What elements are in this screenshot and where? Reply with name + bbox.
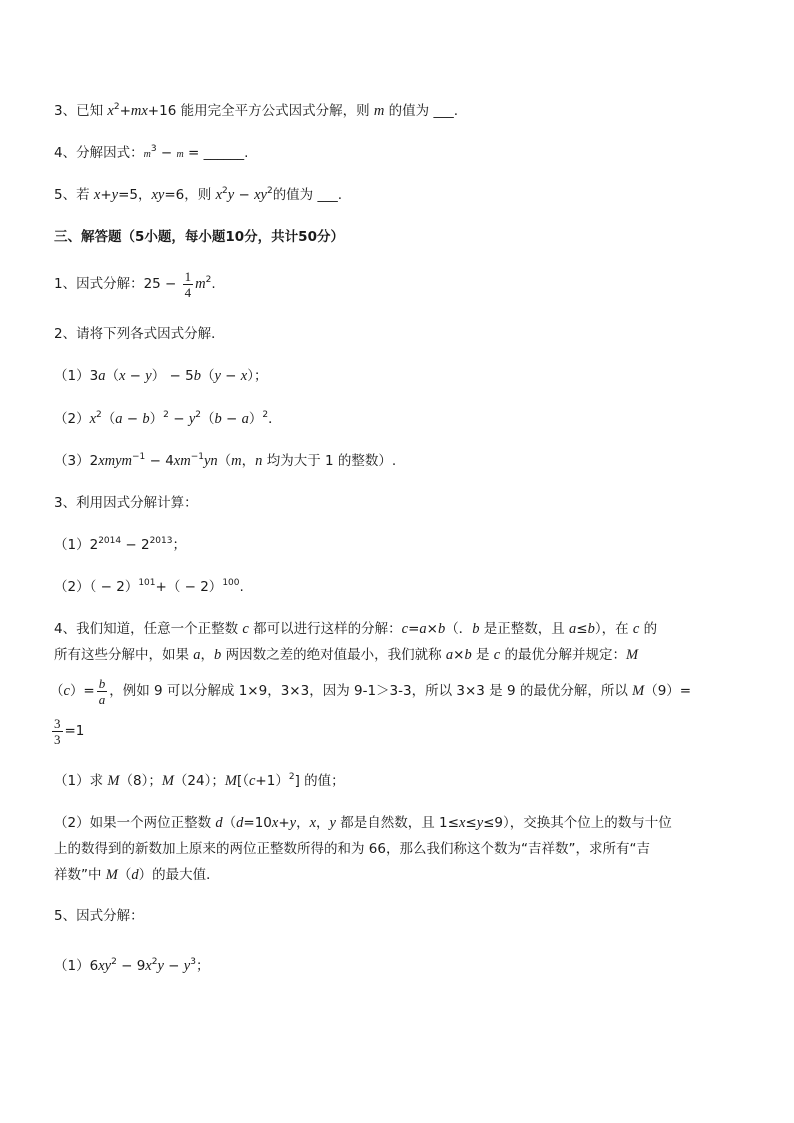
- var-x: x: [151, 187, 158, 203]
- text: =: [408, 621, 420, 637]
- text: （2）如果一个两位正整数: [54, 815, 216, 831]
- text: ×: [453, 647, 465, 663]
- problem-3-part-1: [54, 535, 744, 555]
- text: ）；: [247, 368, 268, 384]
- exponent: 2: [266, 186, 273, 196]
- problem-4-line-2: [54, 645, 744, 665]
- var-c: c: [242, 621, 249, 637]
- var-c: c: [632, 621, 640, 637]
- var-y: y: [260, 187, 267, 203]
- text: 3、已知: [54, 103, 108, 119]
- text: =10: [243, 815, 272, 831]
- text: ，例如 9 可以分解成 1×9，3×3，因为 9-1＞3-3，所以 3×3 是 9 的最优分解，所以: [109, 683, 633, 699]
- var-x: x: [458, 815, 466, 831]
- exponent: 2: [96, 410, 102, 420]
- exponent: 2013: [149, 536, 173, 546]
- var-b: b: [142, 411, 150, 427]
- var-c: c: [63, 683, 70, 699]
- text: （: [222, 815, 237, 831]
- exponent: 3: [190, 957, 196, 967]
- question-4: [54, 143, 744, 165]
- problem-4-part-2-line-3: [54, 865, 744, 885]
- text: 5、若: [54, 187, 94, 203]
- var-x: x: [107, 103, 114, 119]
- exponent: −1: [190, 452, 204, 462]
- text: ）的最大值．: [138, 867, 220, 883]
- denominator: 4: [184, 284, 192, 300]
- text: ），在: [594, 621, 633, 637]
- numerator: 1: [184, 268, 192, 284]
- text: ] 的值；: [294, 773, 345, 789]
- text: 都是自然数，且 1≤: [335, 815, 459, 831]
- text: 所有这些分解中，如果: [54, 647, 194, 663]
- text: ）: [149, 411, 164, 427]
- text: 1、因式分解：25 −: [54, 276, 181, 292]
- exponent: −1: [132, 452, 146, 462]
- denominator: 3: [54, 731, 61, 747]
- var-y: y: [214, 368, 221, 384]
- numerator: b: [98, 675, 106, 691]
- var-y: y: [476, 815, 484, 831]
- var-a: a: [115, 411, 123, 427]
- problem-4-line-1: [54, 619, 744, 639]
- text: +（ − 2）: [155, 579, 223, 595]
- text: 的最优分解并规定：: [500, 647, 627, 663]
- problem-3-part-2: [54, 577, 744, 597]
- text: （1）2: [54, 537, 99, 553]
- var-c: c: [401, 621, 409, 637]
- exponent: 2: [113, 102, 120, 112]
- text: ）: [248, 411, 263, 427]
- text: 的: [639, 621, 658, 637]
- var-x: x: [145, 958, 152, 974]
- text: （: [200, 368, 215, 384]
- var-x: x: [93, 187, 101, 203]
- text: 是正整数，且: [479, 621, 570, 637]
- problem-4-part-2-line-2: 上的数得到的新数加上原来的两位正整数所得的和为 66，那么我们称这个数为“吉祥数”，求所有“吉: [54, 841, 650, 857]
- var-xy: xy: [98, 958, 112, 974]
- var-x: x: [118, 368, 126, 384]
- text: − 9: [116, 958, 146, 974]
- var-x: x: [254, 187, 261, 203]
- var-b: b: [214, 411, 222, 427]
- text: （2）: [54, 411, 90, 427]
- var-M: M: [632, 683, 645, 699]
- problem-4-line-4: [52, 714, 744, 748]
- text: − 4: [145, 453, 174, 469]
- problem-4-line-3: [50, 674, 744, 708]
- text: −: [163, 958, 184, 974]
- var-b: b: [193, 368, 201, 384]
- text: =1: [64, 723, 85, 739]
- text: 的值为 ___.: [384, 103, 458, 119]
- fraction: [52, 716, 63, 747]
- var-a: a: [193, 647, 201, 663]
- text: −: [156, 145, 177, 161]
- var-M: M: [224, 773, 237, 789]
- var-y: y: [111, 187, 119, 203]
- text: （24）；: [173, 773, 225, 789]
- var-M: M: [626, 647, 639, 663]
- text: （: [217, 453, 232, 469]
- exponent: 2: [222, 186, 228, 196]
- var-m: m: [143, 149, 151, 160]
- text: −: [234, 187, 255, 203]
- var-m: m: [130, 103, 142, 119]
- text: ；: [172, 537, 186, 553]
- problem-4-part-1: [54, 771, 744, 791]
- exponent: 3: [150, 144, 157, 154]
- problem-5: 5、因式分解：: [54, 908, 144, 924]
- text: −: [221, 411, 242, 427]
- problem-1: [54, 267, 744, 301]
- var-x: x: [215, 187, 222, 203]
- text: −: [168, 411, 189, 427]
- var-y: y: [145, 368, 152, 384]
- numerator: 3: [54, 715, 61, 731]
- text: 均为大于 1 的整数）.: [262, 453, 397, 469]
- text: （: [101, 411, 116, 427]
- var-d: d: [236, 815, 244, 831]
- var-a: a: [569, 621, 577, 637]
- text: ） − 5: [151, 368, 194, 384]
- var-m: m: [176, 149, 184, 160]
- var-y: y: [157, 187, 165, 203]
- var-c: c: [248, 773, 256, 789]
- text: （1）3: [54, 368, 99, 384]
- var-m: m: [195, 276, 206, 292]
- var-y: y: [289, 815, 297, 831]
- problem-5-part-1: [54, 956, 744, 976]
- var-y: y: [329, 815, 336, 831]
- text: （: [105, 368, 119, 384]
- var-y: y: [188, 411, 196, 427]
- text: 4、我们知道，任意一个正整数: [54, 621, 243, 637]
- var-y: y: [183, 958, 191, 974]
- var-a: a: [98, 368, 106, 384]
- text: 都可以进行这样的分解：: [248, 621, 402, 637]
- text: +: [278, 815, 290, 831]
- var-x: x: [141, 103, 148, 119]
- var-b: b: [472, 621, 480, 637]
- exponent: 2014: [98, 536, 122, 546]
- var-d: d: [215, 815, 223, 831]
- var-d: d: [131, 867, 139, 883]
- text: +16 能用完全平方公式因式分解，则: [147, 103, 374, 119]
- var-x: x: [240, 368, 248, 384]
- var-x: x: [89, 411, 97, 427]
- text: [（: [236, 773, 249, 789]
- fraction: [183, 269, 194, 300]
- exponent: 2: [163, 410, 169, 420]
- var-b: b: [437, 621, 446, 637]
- text: +: [100, 187, 112, 203]
- text: ，: [241, 453, 256, 469]
- text: −: [220, 368, 241, 384]
- var-m: m: [373, 103, 385, 119]
- var-M: M: [161, 773, 174, 789]
- text: −: [125, 368, 146, 384]
- var-xm: xm: [173, 453, 191, 469]
- text: 的值为 ___.: [272, 187, 343, 203]
- problem-2-part-3: [54, 451, 744, 471]
- question-3: [54, 101, 744, 121]
- text: +1）: [255, 773, 289, 789]
- var-yn: yn: [203, 453, 218, 469]
- fraction: [97, 676, 108, 707]
- text: ．: [268, 411, 282, 427]
- text: ，: [316, 815, 330, 831]
- text: （: [50, 683, 64, 699]
- text: （8）；: [119, 773, 162, 789]
- problem-3: 3、利用因式分解计算：: [54, 495, 198, 511]
- text: （1）求: [54, 773, 108, 789]
- text: （9）=: [644, 683, 692, 699]
- text: （2）（ − 2）: [54, 579, 139, 595]
- var-b: b: [464, 647, 472, 663]
- text: （．: [445, 621, 473, 637]
- text: ，: [200, 647, 215, 663]
- text: （3）2: [54, 453, 99, 469]
- text: −: [122, 411, 143, 427]
- problem-2-part-1: [54, 366, 744, 386]
- var-x: x: [309, 815, 317, 831]
- var-n: n: [255, 453, 263, 469]
- text: .: [239, 579, 244, 595]
- text: − 2: [121, 537, 150, 553]
- var-xmym: xmym: [98, 453, 133, 469]
- text: 是: [471, 647, 494, 663]
- exponent: 2: [288, 772, 295, 782]
- var-a: a: [241, 411, 249, 427]
- text: =6，则: [164, 187, 216, 203]
- var-a: a: [419, 621, 427, 637]
- denominator: a: [98, 691, 106, 707]
- exponent: 2: [111, 957, 117, 967]
- text: （1）6: [54, 958, 99, 974]
- text: ；: [195, 958, 210, 974]
- text: ，: [296, 815, 310, 831]
- text: ≤9），交换其个位上的数与十位: [483, 815, 672, 831]
- text: 祥数”中: [54, 867, 106, 883]
- var-y: y: [157, 958, 164, 974]
- text: （: [200, 411, 215, 427]
- exponent: 2: [262, 410, 269, 420]
- problem-2: 2、请将下列各式因式分解．: [54, 326, 225, 342]
- question-5: [54, 185, 744, 205]
- exponent: 100: [222, 578, 240, 588]
- text: .: [211, 276, 216, 292]
- exponent: 2: [151, 957, 158, 967]
- text: = ______.: [183, 145, 249, 161]
- section-header: 三、解答题（5小题，每小题10分，共计50分）: [54, 229, 344, 245]
- text: +: [119, 103, 131, 119]
- text: （: [117, 867, 132, 883]
- text: 两因数之差的绝对值最小，我们就称: [221, 647, 446, 663]
- text: ≤: [576, 621, 588, 637]
- exponent: 2: [195, 410, 201, 420]
- var-a: a: [445, 647, 454, 663]
- text: ）=: [69, 683, 95, 699]
- var-x: x: [271, 815, 279, 831]
- exponent: 101: [138, 578, 156, 588]
- var-m: m: [231, 453, 242, 469]
- problem-2-part-2: [54, 409, 744, 429]
- exponent: 2: [205, 275, 212, 285]
- text: 4、分解因式：: [54, 145, 144, 161]
- var-y: y: [227, 187, 235, 203]
- text: =5，: [118, 187, 152, 203]
- var-M: M: [107, 773, 120, 789]
- text: ≤: [465, 815, 477, 831]
- var-M: M: [105, 867, 118, 883]
- var-b: b: [214, 647, 222, 663]
- problem-4-part-2-line-1: [54, 813, 744, 833]
- text: ×: [426, 621, 438, 637]
- var-b: b: [587, 621, 595, 637]
- var-c: c: [493, 647, 501, 663]
